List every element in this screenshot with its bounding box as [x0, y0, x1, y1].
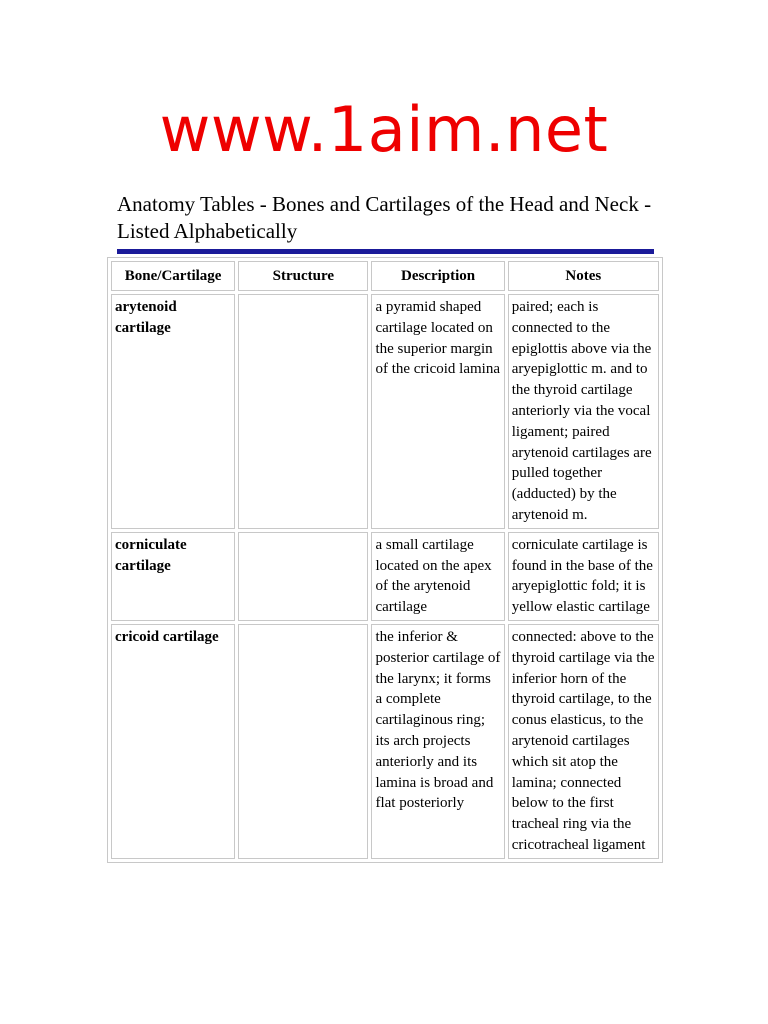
- page-title: Anatomy Tables - Bones and Cartilages of the Head and Neck - Listed Alphabetically: [117, 192, 652, 243]
- table-row: [111, 532, 659, 621]
- cell-structure: [238, 294, 368, 529]
- cell-notes: paired; each is connected to the epiglottis above via the aryepiglottic m. and to the thyroid cartilage anteriorly via the vocal ligament; paired arytenoid cartilages are pulled together (adducted) by the arytenoid m.: [508, 294, 659, 529]
- column-header-structure: Structure: [238, 261, 368, 291]
- table-row: [111, 294, 659, 529]
- cell-structure: [238, 532, 368, 621]
- anatomy-table: [107, 257, 663, 863]
- column-header-bone: Bone/Cartilage: [111, 261, 235, 291]
- cell-structure: [238, 624, 368, 859]
- cell-description: the inferior & posterior cartilage of the larynx; it forms a complete cartilaginous ring; its arch projects anteriorly and its lamina is broad and flat posteriorly: [371, 624, 504, 859]
- cell-bone-name: arytenoid cartilage: [111, 294, 235, 529]
- cell-notes: connected: above to the thyroid cartilage via the inferior horn of the thyroid cartilage, to the conus elasticus, to the arytenoid cartilages which sit atop the lamina; connected below to the first tracheal ring via the cricotracheal ligament: [508, 624, 659, 859]
- cell-notes: corniculate cartilage is found in the base of the aryepiglottic fold; it is yellow elastic cartilage: [508, 532, 659, 621]
- title-divider: [117, 249, 654, 254]
- cell-description: a pyramid shaped cartilage located on the superior margin of the cricoid lamina: [371, 294, 504, 529]
- site-watermark: www.1aim.net: [159, 93, 609, 166]
- cell-bone-name: cricoid cartilage: [111, 624, 235, 859]
- cell-description: a small cartilage located on the apex of the arytenoid cartilage: [371, 532, 504, 621]
- cell-bone-name: corniculate cartilage: [111, 532, 235, 621]
- table-row: [111, 624, 659, 859]
- column-header-notes: Notes: [508, 261, 659, 291]
- table-header-row: [111, 261, 659, 291]
- column-header-description: Description: [371, 261, 504, 291]
